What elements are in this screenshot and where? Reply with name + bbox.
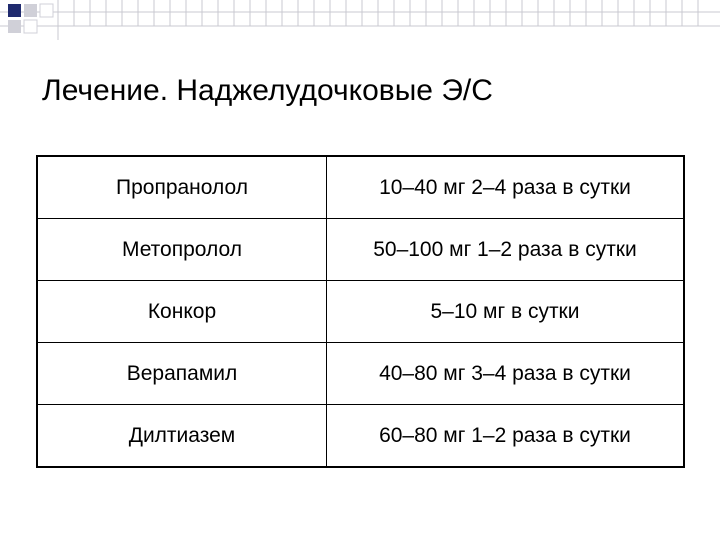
- drug-name-cell: Пропранолол: [37, 156, 326, 219]
- drug-name-cell: Конкор: [37, 281, 326, 343]
- table-row: [37, 343, 684, 405]
- dose-cell: 50–100 мг 1–2 раза в сутки: [326, 219, 684, 281]
- dosage-table: [36, 155, 685, 468]
- table-row: [37, 156, 684, 219]
- slide-title: Лечение. Наджелудочковые Э/С: [42, 74, 493, 107]
- drug-name-cell: Верапамил: [37, 343, 326, 405]
- drug-name-cell: Дилтиазем: [37, 405, 326, 468]
- table-row: [37, 219, 684, 281]
- dose-cell: 40–80 мг 3–4 раза в сутки: [326, 343, 684, 405]
- dose-cell: 5–10 мг в сутки: [326, 281, 684, 343]
- decorative-header: [0, 0, 720, 40]
- table-row: [37, 405, 684, 468]
- dose-cell: 10–40 мг 2–4 раза в сутки: [326, 156, 684, 219]
- dose-cell: 60–80 мг 1–2 раза в сутки: [326, 405, 684, 468]
- table-row: [37, 281, 684, 343]
- drug-name-cell: Метопролол: [37, 219, 326, 281]
